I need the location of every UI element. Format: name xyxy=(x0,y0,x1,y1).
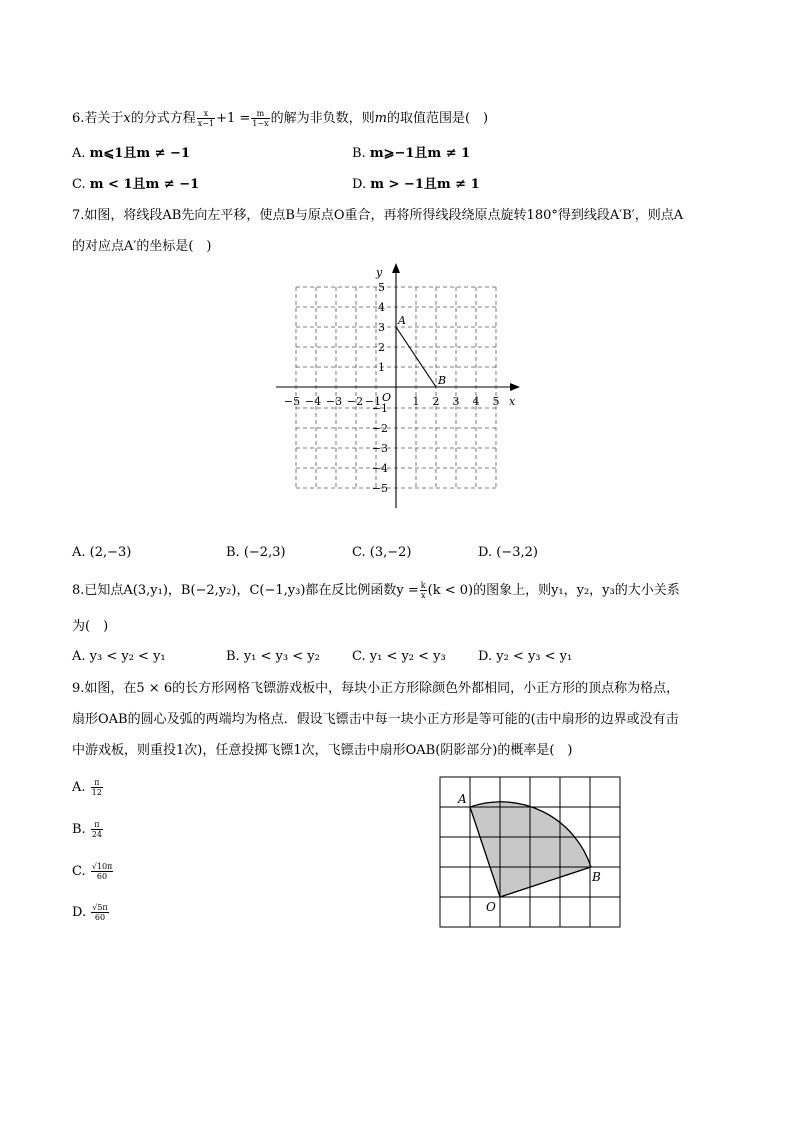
q6-option-d-label: D. xyxy=(352,177,371,192)
q7-point-a-label: A xyxy=(398,314,406,327)
q9-grid xyxy=(440,777,620,927)
q6-option-c-label: C. xyxy=(72,177,90,192)
q8-option-c[interactable] xyxy=(352,648,446,666)
q6-frac1-den: x−1 xyxy=(197,119,215,128)
q9-option-a-den: 12 xyxy=(91,788,102,797)
q9-option-c-num: √10π xyxy=(91,862,113,871)
q8-stem-pre: 8.已知点A(3,y₁)，B(−2,y₂)，C(−1,y₃)都在反比例函数y = xyxy=(72,583,419,598)
q7-y-tick-labels xyxy=(372,281,388,495)
q7-option-a-label: A. xyxy=(72,545,90,560)
q6-option-b-label: B. xyxy=(352,146,370,161)
q9-option-d[interactable] xyxy=(72,903,110,922)
q7-y-tick: 1 xyxy=(378,361,385,374)
q9-dartboard-figure xyxy=(430,768,630,933)
q6-fraction-2 xyxy=(251,109,269,128)
q9-option-c-fraction xyxy=(91,862,114,881)
q7-x-tick: 3 xyxy=(452,395,460,408)
q7-option-c[interactable] xyxy=(352,544,411,562)
q7-option-a-text: (2,−3) xyxy=(89,545,132,560)
q8-option-b-label: B. xyxy=(226,649,244,664)
q9-stem-line2: 扇形OAB的圆心及弧的两端均为格点．假设飞镖击中每一块小正方形是等可能的(击中扇形的边界或没有击 xyxy=(72,712,679,727)
q6-option-b-text: m⩾−1且m ≠ 1 xyxy=(369,146,471,161)
q9-option-b[interactable] xyxy=(72,820,104,839)
q6-option-c-text: m < 1且m ≠ −1 xyxy=(89,177,200,192)
q9-option-b-label: B. xyxy=(72,822,90,837)
q7-x-tick: −2 xyxy=(346,395,364,408)
q6-option-c[interactable] xyxy=(72,176,199,194)
q9-option-c-label: C. xyxy=(72,864,90,879)
q8-frac-num: k xyxy=(420,581,426,590)
q6-option-a-label: A. xyxy=(72,146,90,161)
q8-option-d[interactable] xyxy=(478,648,572,666)
q6-frac2-den: 1−x xyxy=(252,119,269,128)
q7-y-tick: −3 xyxy=(371,442,388,455)
q7-option-b[interactable] xyxy=(226,544,286,562)
q7-y-tick: −4 xyxy=(371,462,388,475)
q7-point-b-label: B xyxy=(438,374,447,387)
q6-option-d-text: m > −1且m ≠ 1 xyxy=(370,177,480,192)
q9-option-b-den: 24 xyxy=(91,830,103,839)
q8-option-a-text: y₃ < y₂ < y₁ xyxy=(89,649,166,664)
q7-stem-line2: 的对应点A′的坐标是( ) xyxy=(72,239,212,254)
q8-option-c-label: C. xyxy=(352,649,370,664)
q8-stem-post: (k < 0)的图象上，则y₁，y₂，y₃的大小关系 xyxy=(427,583,680,598)
q8-option-c-text: y₁ < y₂ < y₃ xyxy=(369,649,446,664)
q6-frac1-num: x xyxy=(197,109,215,119)
q6-fraction-1 xyxy=(197,109,215,128)
q6-var-x: x xyxy=(123,111,131,126)
q7-y-tick: 2 xyxy=(378,341,385,354)
q9-point-b-label: B xyxy=(592,870,601,884)
q7-option-d[interactable] xyxy=(478,544,538,562)
q8-option-b[interactable] xyxy=(226,648,320,666)
q7-x-tick: −1 xyxy=(364,395,382,408)
q9-option-a[interactable] xyxy=(72,778,104,797)
q7-x-tick: −3 xyxy=(325,395,343,408)
q7-y-tick: −2 xyxy=(371,422,388,435)
q7-y-tick: −1 xyxy=(371,402,388,415)
q7-stem-line1: 7.如图，将线段AB先向左平移，使点B与原点O重合，再将所得线段绕原点旋转180°得到线段A′B′，则点A xyxy=(72,208,684,223)
q9-option-d-fraction xyxy=(91,903,108,922)
q6-stem xyxy=(72,109,488,128)
q7-option-a[interactable] xyxy=(72,544,131,562)
q7-y-axis-label: y xyxy=(376,266,383,279)
q9-point-o-label: O xyxy=(486,900,496,914)
q7-x-tick-labels xyxy=(284,395,500,408)
q7-option-b-label: B. xyxy=(226,545,244,560)
q7-option-c-label: C. xyxy=(352,545,370,560)
q6-option-a-text: m⩽1且m ≠ −1 xyxy=(89,146,190,161)
q6-option-a[interactable] xyxy=(72,145,190,163)
q9-option-a-label: A. xyxy=(72,780,90,795)
q9-stem-line3: 中游戏板，则重投1次)，任意投掷飞镖1次，飞镖击中扇形OAB(阴影部分)的概率是( ) xyxy=(72,743,573,758)
q6-var-m: m xyxy=(374,111,387,126)
q7-x-tick: 2 xyxy=(432,395,440,408)
q7-x-tick: 1 xyxy=(412,395,420,408)
q9-option-a-num: π xyxy=(91,778,103,788)
q6-stem-pre: 6.若关于 xyxy=(72,111,124,126)
q8-option-a-label: A. xyxy=(72,649,90,664)
q7-y-axis-arrow xyxy=(392,263,400,273)
q6-stem-post: 的解为非负数，则 xyxy=(270,111,375,126)
q7-x-axis-label: x xyxy=(509,395,516,408)
q6-stem-end: 的取值范围是( ) xyxy=(386,111,489,126)
q9-option-b-fraction xyxy=(91,820,103,839)
q9-option-d-num: √5π xyxy=(92,903,108,912)
q7-option-c-text: (3,−2) xyxy=(369,545,412,560)
q7-y-tick: 5 xyxy=(378,281,385,294)
q6-option-b[interactable] xyxy=(352,145,470,163)
q7-y-tick: −5 xyxy=(371,482,388,495)
q7-option-d-text: (−3,2) xyxy=(496,545,538,560)
q6-stem-mid: 的分式方程 xyxy=(130,111,196,126)
q8-option-d-label: D. xyxy=(478,649,497,664)
q8-frac-den: x xyxy=(420,591,426,600)
q9-option-a-fraction xyxy=(91,778,103,797)
q6-option-d[interactable] xyxy=(352,176,480,194)
q9-option-d-den: 60 xyxy=(94,913,106,922)
q7-x-tick: −5 xyxy=(283,395,301,408)
q8-stem-line1 xyxy=(72,581,680,600)
q6-plus-one: +1 = xyxy=(216,111,251,126)
q8-stem-line2: 为( ) xyxy=(72,619,109,634)
q8-option-a[interactable] xyxy=(72,648,166,666)
q8-fraction xyxy=(420,581,427,600)
q7-option-b-text: (−2,3) xyxy=(243,545,286,560)
q6-frac2-num: m xyxy=(251,109,269,119)
q7-x-tick: −4 xyxy=(304,395,322,408)
q8-option-d-text: y₂ < y₃ < y₁ xyxy=(496,649,573,664)
q9-option-b-num: π xyxy=(91,820,103,830)
q9-option-c[interactable] xyxy=(72,862,114,881)
q7-x-axis-arrow xyxy=(510,383,520,391)
q7-x-tick: 4 xyxy=(472,395,480,408)
q9-stem-line1: 9.如图，在5 × 6的长方形网格飞镖游戏板中，每块小正方形除颜色外都相同，小正方形的顶点称为格点， xyxy=(72,681,680,696)
q7-coordinate-figure xyxy=(270,258,530,513)
q7-option-d-label: D. xyxy=(478,545,497,560)
q7-y-tick: 3 xyxy=(378,321,385,334)
q7-x-tick: 5 xyxy=(492,395,500,408)
q8-option-b-text: y₁ < y₃ < y₂ xyxy=(243,649,320,664)
q9-option-c-den: 60 xyxy=(96,872,108,881)
q7-origin-label: O xyxy=(382,391,392,404)
q9-point-a-label: A xyxy=(458,792,467,806)
q9-option-d-label: D. xyxy=(72,905,91,920)
q7-y-tick: 4 xyxy=(378,301,385,314)
